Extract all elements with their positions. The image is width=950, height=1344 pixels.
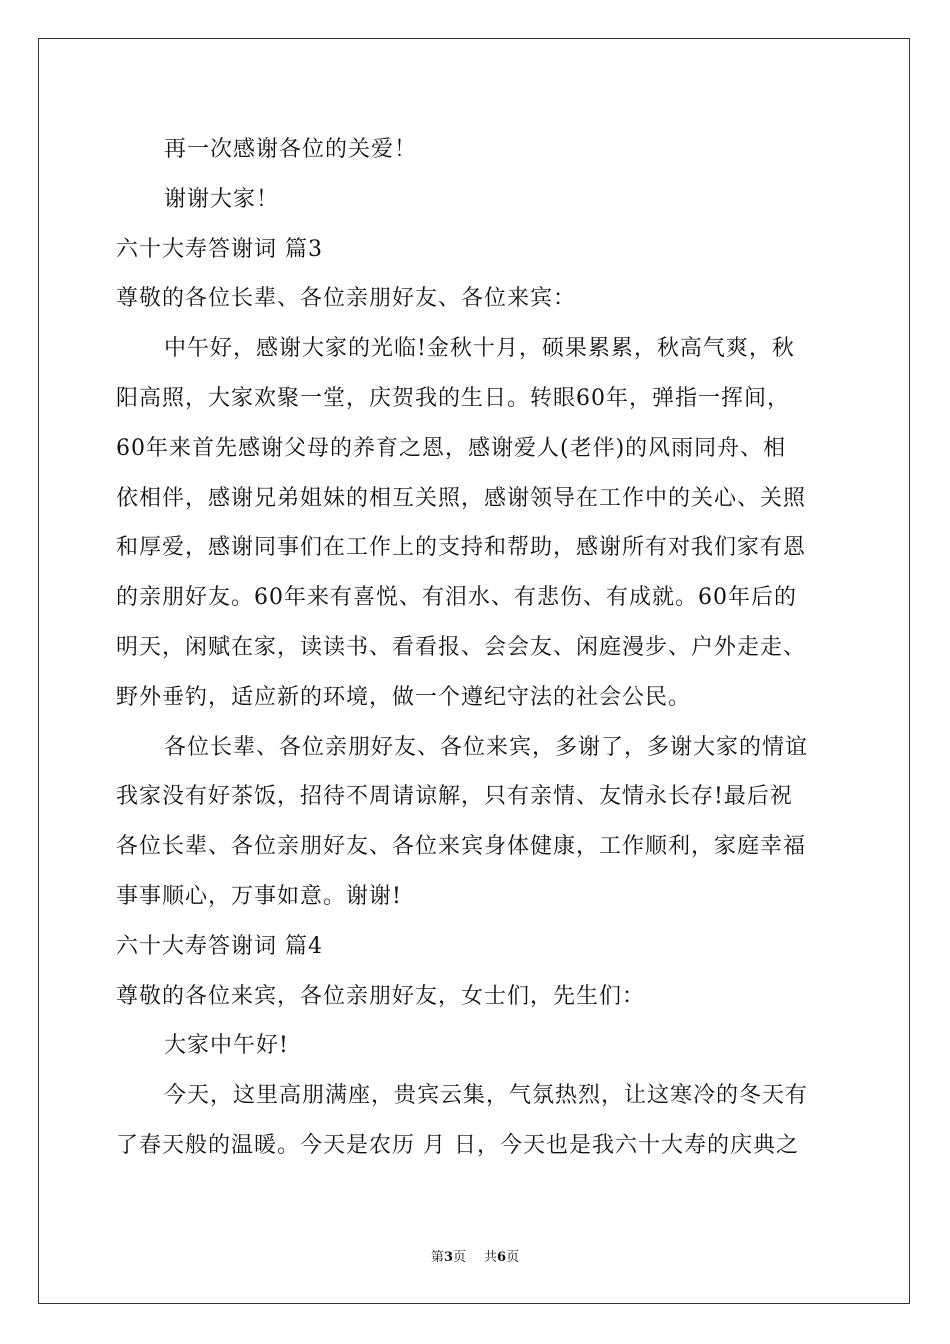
paragraph-line: 各位长辈、各位亲朋好友、各位来宾身体健康，工作顺利，家庭幸福 <box>116 834 807 860</box>
paragraph-line: 我家没有好茶饭，招待不周请谅解，只有亲情、友情永长存!最后祝 <box>116 784 793 810</box>
paragraph-line: 60年来首先感谢父母的养育之恩，感谢爱人(老伴)的风雨同舟、相 <box>116 435 787 461</box>
document-body <box>116 128 836 1174</box>
paragraph-line: 依相伴，感谢兄弟姐妹的相互关照，感谢领导在工作中的关心、关照 <box>116 485 807 511</box>
salutation: 尊敬的各位长辈、各位亲朋好友、各位来宾： <box>116 286 577 312</box>
total-page-number: 6 <box>497 1250 507 1265</box>
salutation: 尊敬的各位来宾，各位亲朋好友，女士们，先生们： <box>116 983 646 1009</box>
paragraph-line: 今天，这里高朋满座，贵宾云集，气氛热烈，让这寒冷的冬天有 <box>164 1083 809 1109</box>
section-heading: 六十大寿答谢词 篇3 <box>116 236 323 262</box>
total-prefix: 共 <box>484 1250 498 1265</box>
paragraph-line: 大家中午好! <box>164 1033 289 1059</box>
paragraph-line: 各位长辈、各位亲朋好友、各位来宾，多谢了，多谢大家的情谊 <box>164 734 809 760</box>
page-prefix: 第 <box>430 1250 444 1265</box>
paragraph-line: 明天，闲赋在家，读读书、看看报、会会友、闲庭漫步、户外走走、 <box>116 634 807 660</box>
paragraph-line: 野外垂钓，适应新的环境，做一个遵纪守法的社会公民。 <box>116 684 692 710</box>
page-suffix: 页 <box>452 1250 466 1265</box>
section-heading: 六十大寿答谢词 篇4 <box>116 933 323 959</box>
paragraph-line: 事事顺心，万事如意。谢谢! <box>116 883 402 909</box>
paragraph-line: 中午好，感谢大家的光临!金秋十月，硕果累累，秋高气爽，秋 <box>164 336 795 362</box>
paragraph-line: 了春天般的温暖。今天是农历 月 日，今天也是我六十大寿的庆典之 <box>116 1132 799 1158</box>
paragraph-line: 的亲朋好友。60年来有喜悦、有泪水、有悲伤、有成就。60年后的 <box>116 585 797 611</box>
current-page-number: 3 <box>443 1250 453 1265</box>
page-footer <box>0 1246 950 1265</box>
paragraph-line: 和厚爱，感谢同事们在工作上的支持和帮助，感谢所有对我们家有恩 <box>116 535 807 561</box>
paragraph-line: 再一次感谢各位的关爱！ <box>164 137 418 162</box>
total-suffix: 页 <box>506 1250 520 1265</box>
paragraph-line: 阳高照，大家欢聚一堂，庆贺我的生日。转眼60年，弹指一挥间， <box>116 385 790 411</box>
paragraph-line: 谢谢大家！ <box>164 186 280 212</box>
